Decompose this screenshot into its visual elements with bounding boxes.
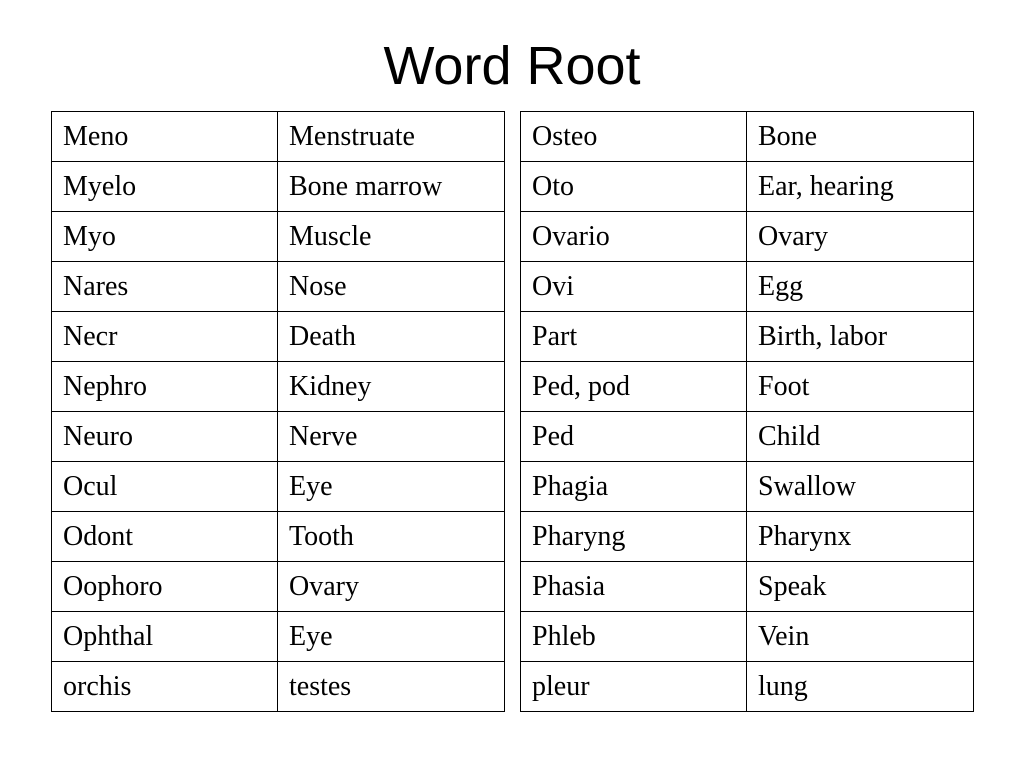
table-row: [521, 412, 974, 462]
table-body-left: [52, 112, 505, 712]
table-row: [521, 262, 974, 312]
meaning-cell: Child: [747, 412, 974, 462]
table-row: [52, 362, 505, 412]
root-cell: Phleb: [521, 612, 747, 662]
meaning-cell: Eye: [278, 612, 505, 662]
table-row: [521, 212, 974, 262]
table-row: [52, 612, 505, 662]
meaning-cell: Bone: [747, 112, 974, 162]
meaning-cell: Ovary: [278, 562, 505, 612]
meaning-cell: Nose: [278, 262, 505, 312]
meaning-cell: Eye: [278, 462, 505, 512]
meaning-cell: Kidney: [278, 362, 505, 412]
meaning-cell: Tooth: [278, 512, 505, 562]
meaning-cell: Death: [278, 312, 505, 362]
meaning-cell: Menstruate: [278, 112, 505, 162]
root-cell: Osteo: [521, 112, 747, 162]
table-body-right: [521, 112, 974, 712]
meaning-cell: Birth, labor: [747, 312, 974, 362]
meaning-cell: Pharynx: [747, 512, 974, 562]
root-cell: Necr: [52, 312, 278, 362]
table-row: [521, 562, 974, 612]
meaning-cell: Muscle: [278, 212, 505, 262]
table-row: [521, 662, 974, 712]
meaning-cell: Ovary: [747, 212, 974, 262]
table-row: [521, 162, 974, 212]
table-row: [52, 262, 505, 312]
root-cell: Ped, pod: [521, 362, 747, 412]
root-cell: Oophoro: [52, 562, 278, 612]
meaning-cell: lung: [747, 662, 974, 712]
word-root-table-right: [520, 111, 974, 712]
root-cell: Nares: [52, 262, 278, 312]
meaning-cell: Bone marrow: [278, 162, 505, 212]
slide-title: Word Root: [383, 36, 641, 96]
table-row: [52, 212, 505, 262]
root-cell: Part: [521, 312, 747, 362]
root-cell: orchis: [52, 662, 278, 712]
meaning-cell: Foot: [747, 362, 974, 412]
meaning-cell: Speak: [747, 562, 974, 612]
root-cell: Oto: [521, 162, 747, 212]
meaning-cell: Ear, hearing: [747, 162, 974, 212]
root-cell: Pharyng: [521, 512, 747, 562]
table-row: [521, 112, 974, 162]
table-row: [52, 112, 505, 162]
root-cell: Myo: [52, 212, 278, 262]
word-root-table-left: [51, 111, 505, 712]
root-cell: Ovi: [521, 262, 747, 312]
table-row: [52, 312, 505, 362]
table-row: [52, 462, 505, 512]
table-row: [521, 612, 974, 662]
meaning-cell: Vein: [747, 612, 974, 662]
meaning-cell: Nerve: [278, 412, 505, 462]
table-row: [52, 162, 505, 212]
root-cell: Ocul: [52, 462, 278, 512]
table-row: [52, 662, 505, 712]
table-row: [52, 562, 505, 612]
root-cell: Nephro: [52, 362, 278, 412]
root-cell: Ovario: [521, 212, 747, 262]
meaning-cell: Egg: [747, 262, 974, 312]
root-cell: Neuro: [52, 412, 278, 462]
table-row: [521, 462, 974, 512]
root-cell: pleur: [521, 662, 747, 712]
table-row: [521, 512, 974, 562]
root-cell: Odont: [52, 512, 278, 562]
table-row: [52, 412, 505, 462]
root-cell: Myelo: [52, 162, 278, 212]
table-row: [521, 362, 974, 412]
root-cell: Phasia: [521, 562, 747, 612]
root-cell: Ped: [521, 412, 747, 462]
root-cell: Phagia: [521, 462, 747, 512]
table-row: [52, 512, 505, 562]
root-cell: Ophthal: [52, 612, 278, 662]
meaning-cell: testes: [278, 662, 505, 712]
meaning-cell: Swallow: [747, 462, 974, 512]
root-cell: Meno: [52, 112, 278, 162]
table-row: [521, 312, 974, 362]
